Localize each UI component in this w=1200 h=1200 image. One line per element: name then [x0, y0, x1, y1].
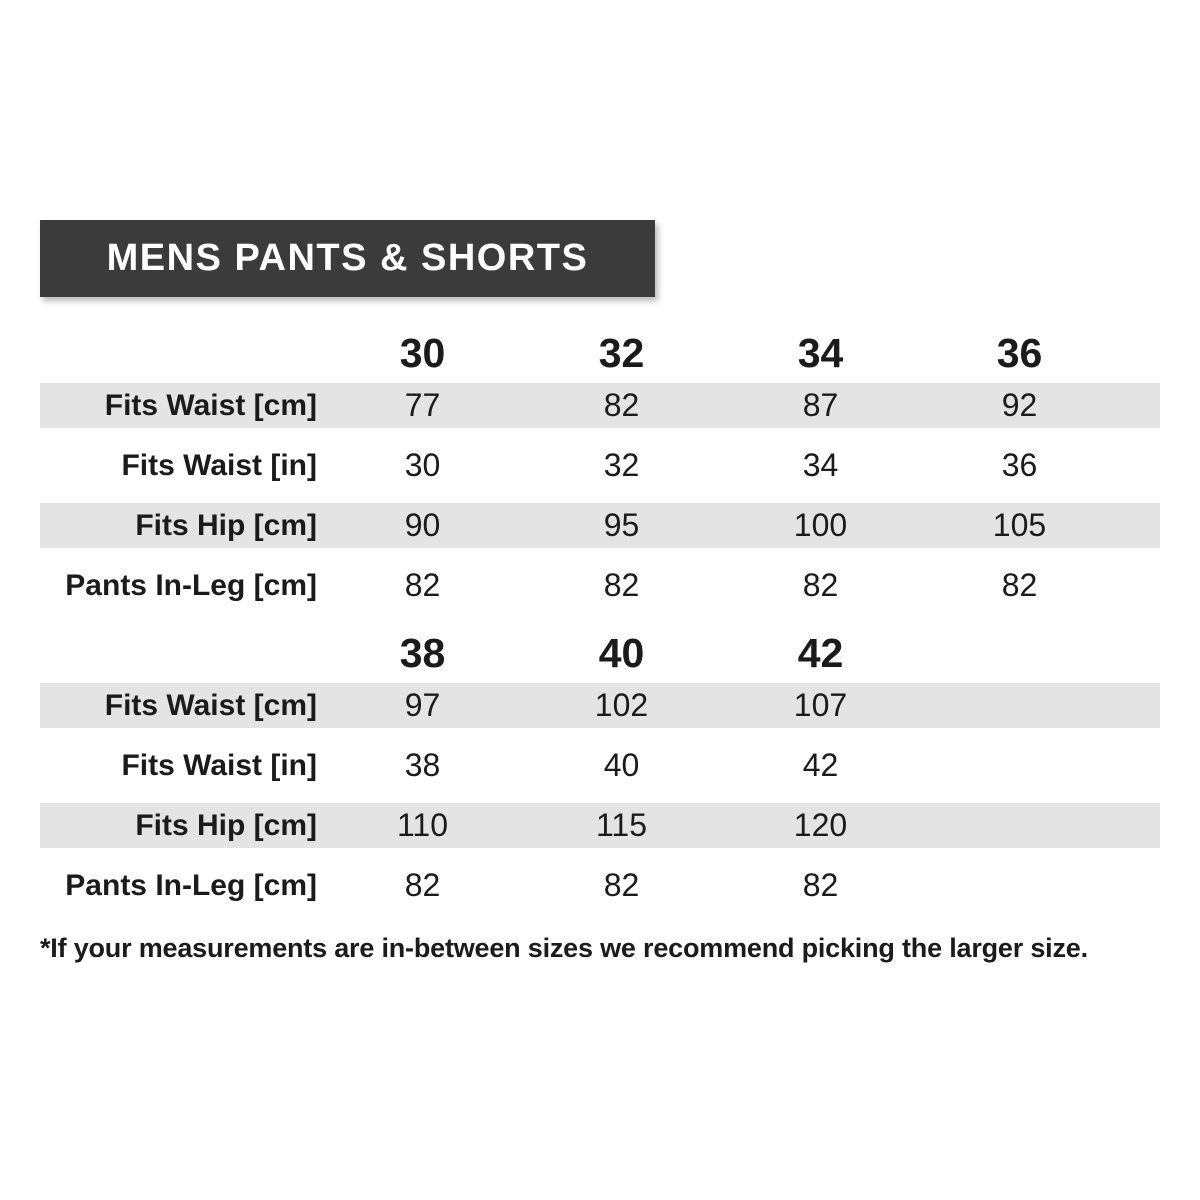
table-row [40, 503, 1160, 548]
size-header-row [40, 323, 1160, 383]
table-row [40, 803, 1160, 848]
size-value-cell: 82 [603, 387, 640, 423]
size-value-cell: 30 [404, 447, 441, 483]
size-value-cell: 82 [802, 567, 839, 603]
size-value-cell: 32 [603, 447, 640, 483]
size-table [40, 323, 1160, 908]
table-row [40, 743, 1160, 788]
row-label: Pants In-Leg [cm] [65, 568, 317, 602]
row-label: Fits Waist [in] [121, 448, 317, 482]
size-header-cell: 34 [797, 329, 844, 376]
footnote: *If your measurements are in-between sizes we recommend picking the larger size. [40, 933, 1088, 963]
size-value-cell: 34 [802, 447, 839, 483]
table-row [40, 683, 1160, 728]
size-value-cell: 90 [404, 507, 441, 543]
size-header-cell: 42 [797, 629, 844, 676]
size-value-cell: 105 [992, 507, 1047, 543]
size-value-cell: 92 [1001, 387, 1038, 423]
size-value-cell: 115 [595, 807, 647, 843]
size-value-cell: 82 [802, 867, 839, 903]
size-value-cell: 82 [404, 567, 441, 603]
size-value-cell: 82 [603, 567, 640, 603]
row-label: Fits Hip [cm] [135, 508, 317, 542]
row-label: Fits Waist [cm] [104, 388, 317, 422]
size-header-cell: 30 [399, 329, 446, 376]
table-row [40, 863, 1160, 908]
table-row [40, 563, 1160, 608]
row-label: Fits Waist [in] [121, 748, 317, 782]
size-header-cell: 36 [996, 329, 1043, 376]
table-row [40, 443, 1160, 488]
size-header-cell: 40 [598, 629, 645, 676]
size-value-cell: 82 [603, 867, 640, 903]
page-title: MENS PANTS & SHORTS [106, 237, 589, 279]
size-value-cell: 97 [404, 687, 441, 723]
row-label: Pants In-Leg [cm] [65, 868, 317, 902]
size-header-cell: 38 [399, 629, 446, 676]
size-value-cell: 82 [1001, 567, 1038, 603]
size-value-cell: 38 [404, 747, 441, 783]
title-bar [40, 220, 655, 297]
size-value-cell: 102 [594, 687, 649, 723]
size-value-cell: 107 [793, 687, 848, 723]
size-value-cell: 100 [793, 507, 848, 543]
size-value-cell: 77 [404, 387, 441, 423]
row-label: Fits Waist [cm] [104, 688, 317, 722]
size-value-cell: 95 [603, 507, 640, 543]
size-value-cell: 82 [404, 867, 441, 903]
size-header-row [40, 623, 1160, 683]
size-value-cell: 87 [802, 387, 839, 423]
table-row [40, 383, 1160, 428]
size-value-cell: 110 [396, 807, 448, 843]
row-label: Fits Hip [cm] [135, 808, 317, 842]
size-value-cell: 120 [793, 807, 848, 843]
size-value-cell: 36 [1001, 447, 1038, 483]
size-header-cell: 32 [598, 329, 645, 376]
size-value-cell: 40 [603, 747, 640, 783]
size-value-cell: 42 [802, 747, 839, 783]
